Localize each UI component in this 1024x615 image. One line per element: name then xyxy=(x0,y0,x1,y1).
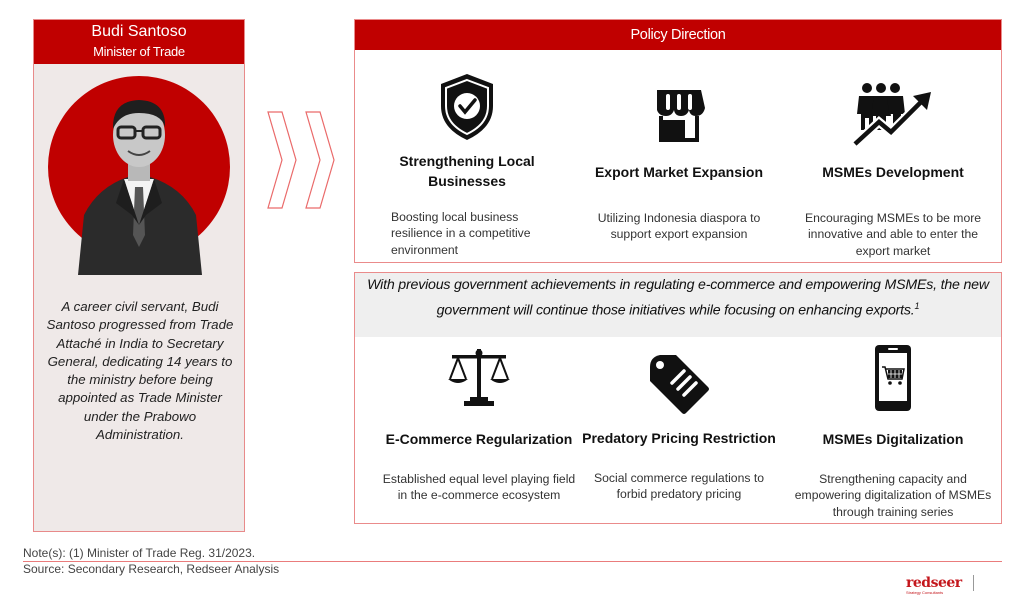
source-note: Source: Secondary Research, Redseer Analysis xyxy=(23,562,280,576)
minister-bio: A career civil servant, Budi Santoso progressed from Trade Attaché in India to Secretary General, dedicating 14 years to the ministry before being appointed as Trade Minister under the Prabowo Administration. xyxy=(46,299,234,443)
pillar-predatory-pricing-restriction xyxy=(579,351,779,531)
minister-profile-card xyxy=(33,19,245,532)
pillar-description: Social commerce regulations to forbid predatory pricing xyxy=(593,471,765,502)
pillar-strengthening-local-businesses xyxy=(367,72,567,262)
pillar-ecommerce-regularization xyxy=(379,343,579,523)
mobile-cart-icon xyxy=(873,343,913,413)
policy-statement-box xyxy=(354,272,1002,338)
pillar-title: MSMEs Development xyxy=(822,164,964,180)
scales-icon xyxy=(446,343,512,409)
footnote-marker: 1 xyxy=(914,300,920,311)
pillar-title: Strengthening Local Businesses xyxy=(399,153,535,189)
pillar-description: Strengthening capacity and empowering digitalization of MSMEs through training series xyxy=(794,472,992,519)
price-tag-icon xyxy=(646,351,712,417)
pillar-title: MSMEs Digitalization xyxy=(822,431,964,447)
chevron-arrows-icon xyxy=(266,110,346,210)
policy-direction-header: Policy Direction xyxy=(355,20,1001,50)
policy-statement xyxy=(365,275,991,321)
logo-tagline: Strategy Consultants xyxy=(906,590,944,595)
people-growth-icon xyxy=(849,80,937,146)
pillar-msmes-development xyxy=(793,72,993,262)
pillar-title: Export Market Expansion xyxy=(594,164,764,180)
minister-name: Budi Santoso xyxy=(91,23,187,40)
pillar-msmes-digitalization xyxy=(793,343,993,523)
policy-direction-panel xyxy=(354,19,1002,263)
policy-statement-text: With previous government achievements in regulating e-commerce and empowering MSMEs, the new government will continue those initiatives while focusing on enhancing exports. xyxy=(367,277,989,319)
minister-role: Minister of Trade xyxy=(93,44,185,59)
pillar-description: Utilizing Indonesia diaspora to support export expansion xyxy=(597,211,761,242)
shield-check-icon xyxy=(437,72,497,142)
pillar-title: E-Commerce Regularization xyxy=(385,431,573,447)
pillar-description: Established equal level playing field in the e-commerce ecosystem xyxy=(382,472,576,503)
policy-initiatives-panel xyxy=(354,337,1002,524)
profile-header xyxy=(34,20,244,64)
storefront-icon xyxy=(649,86,709,146)
redseer-logo xyxy=(906,574,962,595)
minister-portrait xyxy=(48,75,230,275)
pillar-description: Boosting local business resilience in a competitive environment xyxy=(391,210,531,257)
footnote: Note(s): (1) Minister of Trade Reg. 31/2023. xyxy=(23,546,256,560)
pillar-export-market-expansion xyxy=(579,72,779,262)
logo-separator xyxy=(973,575,974,591)
pillar-title: Predatory Pricing Restriction xyxy=(582,430,776,446)
logo-wordmark: redseer xyxy=(906,575,962,591)
pillar-description: Encouraging MSMEs to be more innovative and able to enter the export market xyxy=(804,211,982,258)
